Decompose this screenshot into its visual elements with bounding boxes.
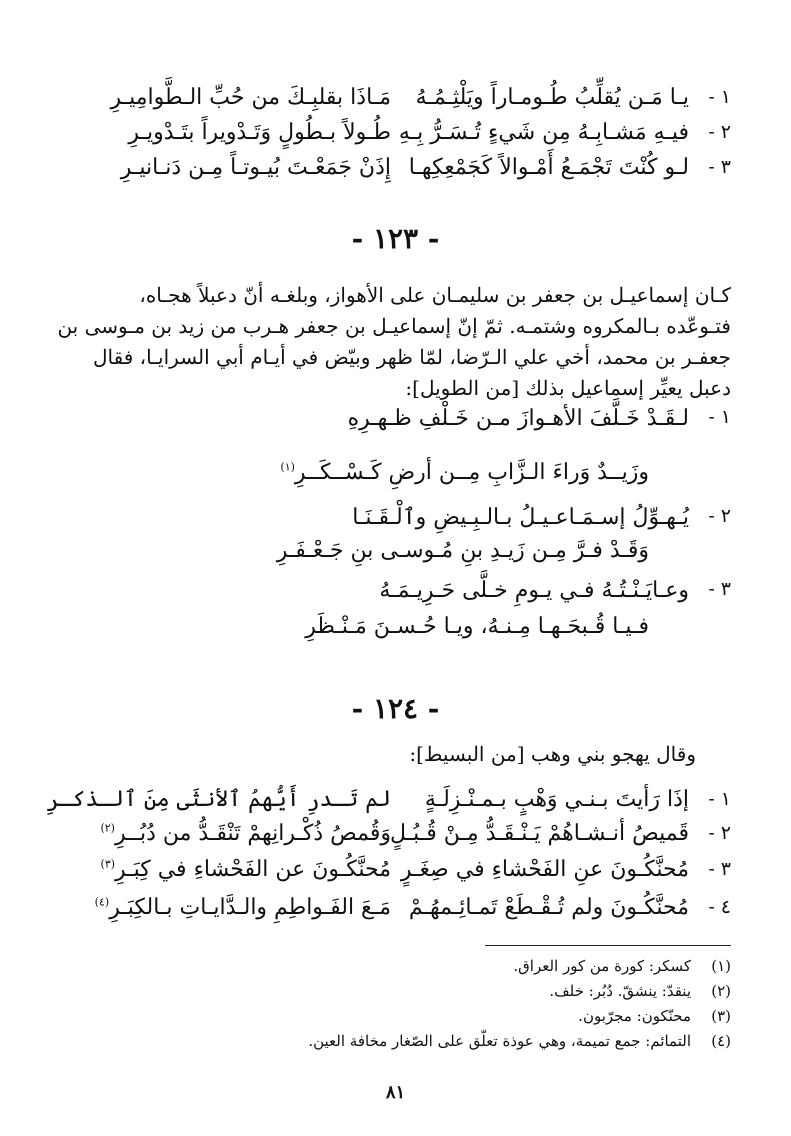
verse-number: ١ -	[708, 788, 731, 810]
footnote-number: (٤)	[711, 1032, 731, 1050]
verse-second-hemistich	[50, 821, 391, 846]
verse-second-hemistich: إِذَنْ جَمَعْـتَ بُيـوتـاً مِـن دَنـانيـرِ	[120, 154, 391, 180]
verse-text: وَقُمصُ ذُكْـرانِهمْ تَنْقَـدُّ من دُبُــرِ	[114, 820, 391, 846]
prose-line: دعبل يعيِّر إسماعيل بذلك [من الطويل]:	[405, 376, 731, 400]
verse-number: ٣ -	[708, 156, 731, 178]
long-verse-first-line	[50, 578, 731, 618]
verse-first-hemistich: فيـهِ مَشـابِـهُ مِن شَيءٍ تُـسَـرُّ بِـهِ	[398, 119, 689, 145]
verse-first-hemistich: إذَا رَأيتَ بـنـي وَهْبٍ بـمـنْـزِلَـةٍ	[424, 786, 689, 812]
poem-verse-row	[50, 150, 731, 184]
section-title: - ١٢٤ -	[351, 692, 440, 725]
footnote-ref: (١)	[280, 460, 295, 474]
verse-first-hemistich: مُحنَّكُـونَ عنِ الفَحْشاءِ في صِغَـرٍ	[400, 856, 689, 882]
poem-verse-row	[50, 890, 731, 924]
section-title: - ١٢٣ -	[351, 222, 440, 255]
long-verse-second-line	[50, 460, 731, 500]
prose-line: فتـوعّده بـالمكروه وشتمـه. ثمّ إنّ إسماعيـل بن جعفر هـرب من زيد بن مـوسى بن	[57, 314, 731, 338]
verse-number: ١ -	[708, 406, 731, 428]
footnote-ref: (٢)	[100, 821, 115, 835]
verse-second-hemistich	[47, 787, 391, 812]
long-verse-first-line	[50, 406, 731, 446]
section-prose	[52, 280, 731, 404]
footnote-divider	[485, 945, 731, 946]
poem-verse-row	[46, 782, 731, 816]
poem-verse-row	[50, 816, 731, 850]
page-number: ٨١	[385, 1082, 406, 1103]
long-verse-second-line	[50, 538, 731, 578]
prose-line: جعفـر بن محمد، أخي علي الـرّضا، لمّا ظهر وبيّض في أيـام أبي السرايـا، فقال	[92, 345, 731, 369]
poem-verse-row	[50, 115, 731, 149]
verse-number: ٢ -	[708, 121, 731, 143]
long-verse-second-line	[50, 614, 731, 654]
verse-number: ٢ -	[708, 505, 731, 527]
verse-first-hemistich: لـو كُنْتَ تَجْمَـعُ أَمْـوالاً كَجَمْعِكِهـا	[408, 154, 689, 180]
verse-second-hemistich: مَـاذَا بقلبِـكَ من حُبِّ الـطَّوامِيـرِ	[110, 84, 391, 110]
verse-second-hemistich: فـيـا قُـبحَـهـا مِـنـهُ، ويـا حُـسـنَ مَـنْـظَرِ	[305, 614, 649, 639]
verse-number: ٢ -	[708, 822, 731, 844]
poem-verse-row	[50, 852, 731, 886]
footnote	[60, 1032, 731, 1050]
verse-number: ١ -	[708, 86, 731, 108]
footnote-ref: (٣)	[100, 857, 116, 871]
verse-number: ٤ -	[708, 896, 731, 918]
verse-first-hemistich: يـا مَـن يُقلِّبُ طُـومـاراً ويَلْثِـمُـهُ	[415, 84, 689, 110]
verse-first-hemistich: يُـهـوِّلُ إسـمَـاعـيـلُ بـالـبِـيضِ وٱلْـقَـنَـا	[352, 505, 689, 530]
verse-second-hemistich	[50, 895, 391, 920]
footnote-number: (١)	[711, 957, 731, 975]
footnote-text: محنّكون: مجرّبون.	[578, 1007, 691, 1025]
footnote-number: (٣)	[711, 1007, 731, 1025]
verse-text: مَـعَ الفَـواطِمِ والـدَّايـاتِ بـالكِبَـرِ	[109, 894, 391, 920]
verse-first-hemistich: قَميصُ أنـشـاهُمْ يَـنْـقَـدُّ مِـنْ قُـبُـلٍ	[390, 820, 689, 846]
verse-second-hemistich	[50, 857, 391, 882]
poem-verse-row	[50, 80, 731, 114]
verse-first-hemistich: وعـايَـنْـتُـهُ فـي يـومِ خـلَّى حَـرِيـمَـهُ	[379, 578, 689, 603]
verse-number: ٣ -	[708, 858, 731, 880]
prose-line: كـان إسماعيـل بن جعفر بن سليمـان على الأهواز، وبلغـه أنّ دعبلاً هجـاه،	[139, 283, 731, 307]
verse-second-hemistich	[280, 460, 649, 485]
section-intro: وقال يهجو بني وهب [من البسيط]:	[409, 742, 696, 766]
verse-second-hemistich: وَقَـدْ فـرَّ مِـن زَيـدِ بنِ مُـوسـى بنِ جَـعْـفَـرِ	[276, 538, 649, 563]
verse-second-hemistich: طُـولاً بـطُولٍ وَتَـدْويراً بتَـدْويـرِ	[128, 119, 391, 145]
footnote-number: (٢)	[711, 982, 731, 1000]
footnote	[60, 982, 731, 1000]
footnote	[60, 957, 731, 975]
verse-first-hemistich: لـقَـدْ خَـلَّفَ الأهـوازَ مـن خَـلْفِ ظـهـرِهِ	[347, 406, 689, 431]
verse-text: وزَيــدٌ وَراءَ الـزَّابِ مِــن أرضِ كَـسْــكَــرِ	[294, 460, 649, 485]
verse-text: لم تَـدرِ أَيُّهمُ ٱلأنثَى مِنَ ٱلـذكـرِ	[46, 786, 391, 812]
footnote-text: التمائم: جمع تميمة، وهي عوذة تعلّق على الصّغار مخافة العين.	[308, 1032, 691, 1050]
verse-first-hemistich: مُحنَّكُـونَ ولم تُـقْـطَعْ تَمـائِـمهُـمْ	[408, 894, 689, 920]
verse-number: ٣ -	[708, 578, 731, 600]
footnote-text: كسكر: كورة من كور العراق.	[513, 957, 691, 975]
footnote	[60, 1007, 731, 1025]
footnote-text: ينقدّ: ينشقّ. دُبُر: خلف.	[549, 982, 691, 1000]
verse-text: مُحنَّكُـونَ عن الفَحْشاءِ في كِبَـرِ	[115, 856, 391, 882]
footnote-ref: (٤)	[94, 895, 110, 909]
